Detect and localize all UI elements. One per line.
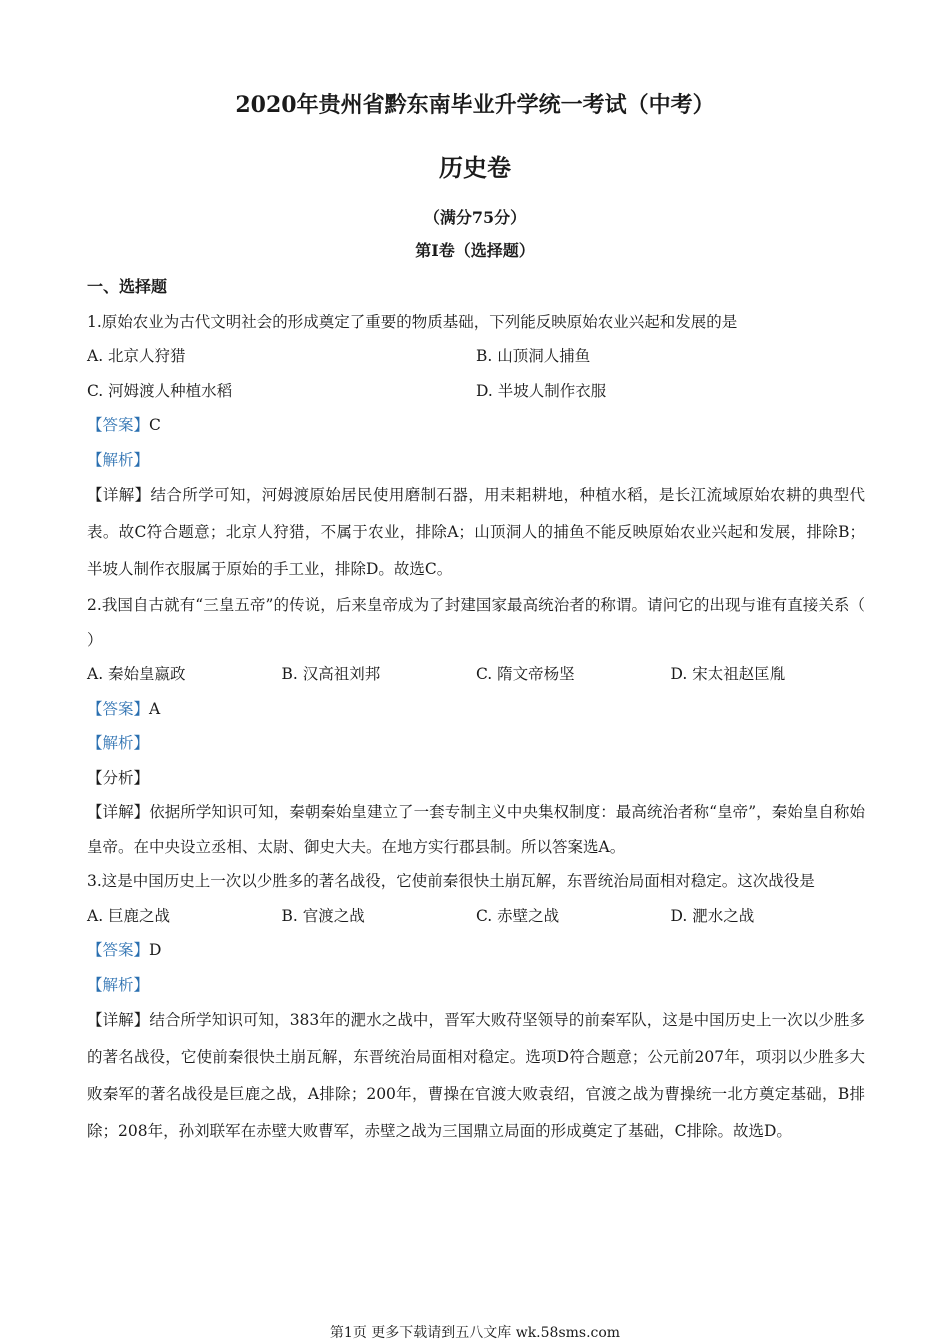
answer-line (87, 933, 865, 968)
detail-tag: 【详解】 (87, 1011, 150, 1029)
volume-title: 第I卷（选择题） (415, 241, 535, 260)
analysis-tag: 【解析】 (87, 975, 150, 994)
option-b: B. 官渡之战 (281, 906, 365, 925)
options-row (87, 899, 865, 934)
subject-title: 历史卷 (439, 153, 511, 182)
answer-value: D (149, 941, 162, 959)
score-note: （满分75分） (423, 208, 527, 227)
question-stem: 1.原始农业为古代文明社会的形成奠定了重要的物质基础，下列能反映原始农业兴起和发展的是 (87, 312, 738, 331)
option-a: A. 北京人狩猎 (87, 347, 186, 365)
option-c: C. 隋文帝杨坚 (476, 665, 575, 683)
options-row (87, 374, 865, 409)
detail-paragraph (87, 795, 865, 864)
detail-paragraph (87, 477, 865, 588)
detail-text: 结合所学可知，河姆渡原始居民使用磨制石器，用耒耜耕地，种植水稻，是长江流域原始农耕的典型代表。故C符合题意；北京人狩猎，不属于农业，排除A；山顶洞人的捕鱼不能反映原始农业兴起和发展，排除B；半坡人制作衣服属于原始的手工业，排除D。故选C。 (87, 486, 865, 578)
options-row (87, 657, 865, 692)
answer-tag: 【答案】 (87, 941, 150, 959)
answer-line (87, 408, 865, 443)
answer-value: C (149, 416, 161, 434)
option-b: B. 汉高祖刘邦 (281, 665, 381, 683)
option-c: C. 河姆渡人种植水稻 (87, 381, 233, 400)
analysis-tag: 【解析】 (87, 734, 150, 752)
question-list (87, 270, 865, 1150)
analysis-tag: 【解析】 (87, 450, 150, 469)
option-d: D. 半坡人制作衣服 (476, 381, 607, 400)
option-a: A. 秦始皇嬴政 (87, 665, 186, 683)
detail-text: 依据所学知识可知，秦朝秦始皇建立了一套专制主义中央集权制度：最高统治者称“皇帝”，秦始皇自称始皇帝。在中央设立丞相、太尉、御史大夫。在地方实行郡县制。所以答案选A。 (87, 803, 865, 856)
detail-paragraph (87, 1002, 865, 1150)
page-footer: 第1页 更多下载请到五八文库 wk.58sms.com (329, 1325, 621, 1341)
fenxi-tag: 【分析】 (87, 768, 150, 787)
detail-tag: 【详解】 (87, 486, 151, 504)
option-d: D. 淝水之战 (670, 906, 755, 925)
exam-title: 2020年贵州省黔东南毕业升学统一考试（中考） (235, 92, 715, 118)
answer-line (87, 692, 865, 727)
options-row (87, 339, 865, 374)
detail-tag: 【详解】 (87, 803, 150, 821)
answer-tag: 【答案】 (87, 699, 150, 718)
detail-text: 结合所学知识可知，383年的淝水之战中，晋军大败苻坚领导的前秦军队，这是中国历史上一次以少胜多的著名战役，它使前秦很快土崩瓦解，东晋统治局面相对稳定。选项D符合题意；公元前207年，项羽以少胜多大败秦军的著名战役是巨鹿之战，A排除；200年，曹操在官渡大败袁绍，官渡之战为曹操统一北方奠定基础，B排除；208年，孙刘联军在赤壁大败曹军，赤壁之战为三国鼎立局面的形成奠定了基础，C排除。故选D。 (87, 1011, 865, 1140)
option-a: A. 巨鹿之战 (87, 906, 171, 925)
section-title: 一、选择题 (87, 277, 168, 296)
option-c: C. 赤壁之战 (476, 906, 560, 925)
option-b: B. 山顶洞人捕鱼 (476, 347, 591, 365)
option-d: D. 宋太祖赵匡胤 (670, 665, 786, 683)
answer-tag: 【答案】 (87, 416, 150, 434)
question-stem: 2.我国自古就有“三皇五帝”的传说，后来皇帝成为了封建国家最高统治者的称谓。请问它的出现与谁有直接关系（ ） (87, 596, 865, 649)
question-stem: 3.这是中国历史上一次以少胜多的著名战役，它使前秦很快土崩瓦解，东晋统治局面相对稳定。这次战役是 (87, 872, 815, 890)
answer-value: A (149, 699, 161, 718)
